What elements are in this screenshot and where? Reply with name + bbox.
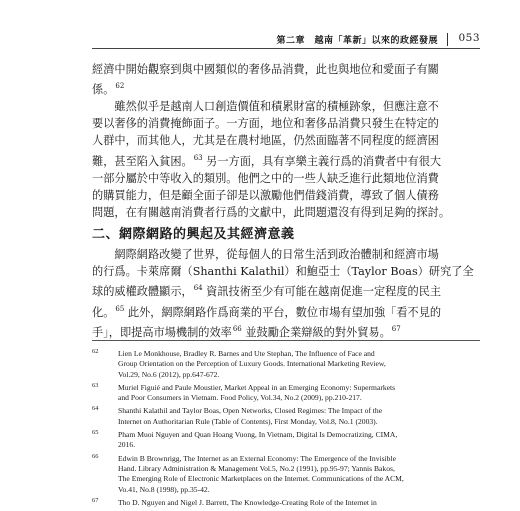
footnote-line: Internet on Authoritarian Rule (Table of Contents), First Monday, Vol.8, No.1 (2003). xyxy=(118,416,378,426)
running-header xyxy=(60,33,500,47)
text-line: 網際網路改變了世界，從每個人的日常生活到政治體制和經濟市場 xyxy=(92,248,439,261)
text-line: 的行爲。卡萊席爾（Shanthi Kalathil）和鮑亞士（Taylor Boas）研究了全 xyxy=(92,265,474,279)
footnote-line: 2016. xyxy=(118,440,136,450)
text-line: 經濟中開始觀察到與中國類似的奢侈品消費，此也與地位和愛面子有關 xyxy=(92,63,439,76)
text-line: 一部分屬於中等收入的類別。他們之中的一些人缺乏進行此類地位消費 xyxy=(92,171,439,185)
text-line: 的購買能力，但是顧全面子卻是以激勵他們借錢消費，導致了個人債務 xyxy=(92,189,439,203)
section-heading: 二、網際網路的興起及其經濟意義 xyxy=(92,227,295,242)
footnote-ref[interactable]: 65 xyxy=(115,304,125,313)
footnote-line: Vol.29, No.6 (2012), pp.647-672. xyxy=(118,369,220,379)
footnotes xyxy=(92,349,482,511)
header-divider xyxy=(447,33,448,46)
footnote xyxy=(92,498,482,508)
footnote-line: Group Orientation on the Perception of Luxury Goods. International Marketing Review, xyxy=(118,359,386,369)
paragraph-1 xyxy=(92,61,482,98)
footnote-line: and Poor Consumers in Vietnam. Food Policy, Vol.34, No.2 (2009), pp.210-217. xyxy=(118,393,362,403)
text-line: 問題，在有關越南消費者行爲的文獻中，此問題還沒有得到足夠的探討。 xyxy=(92,206,451,220)
footnote-number: 62 xyxy=(92,348,99,355)
footnote xyxy=(92,383,482,404)
footnote-ref[interactable]: 67 xyxy=(391,324,401,333)
footnote-number: 65 xyxy=(92,429,99,437)
footnote-number: 66 xyxy=(92,452,99,460)
chapter-title: 第二章 越南「革新」以來的政經發展 xyxy=(276,36,438,46)
footnote xyxy=(92,430,482,451)
footnote-ref[interactable]: 66 xyxy=(232,324,242,333)
footnote-line: The Emerging Role of Electronic Marketplaces on the Internet. Communications of the ACM, xyxy=(118,474,404,484)
footnote-line: Lien Le Monkhouse, Bradley R. Barnes and Ute Stephan, The Influence of Face and xyxy=(118,349,375,358)
paragraph-2 xyxy=(92,98,482,221)
footnote-number: 64 xyxy=(92,405,99,413)
text-line: 要以奢侈的消費掩飾面子。一方面，地位和奢侈品消費只發生在特定的 xyxy=(92,117,439,131)
footnote-line: Tho D. Nguyen and Nigel J. Barrett, The Knowledge-Creating Role of the Internet in xyxy=(118,497,377,507)
text-line: 化。$^{65}$ 此外，網際網路作爲商業的平台，數位市場有望加強「看不見的 xyxy=(92,304,442,319)
text-line: 人群中，而其他人，尤其是在農村地區，仍然面臨著不同程度的經濟困 xyxy=(92,134,439,148)
footnote xyxy=(92,349,482,380)
footnote-ref[interactable]: 62 xyxy=(115,82,125,91)
text-line: 手」，即提高市場機制的效率$^{66}$ 並鼓勵企業辯級的對外貿易。$^{67}$ xyxy=(92,324,401,339)
footnote-number: 63 xyxy=(92,381,99,389)
footnote-line: Vo.41, No.8 (1998), pp.35-42. xyxy=(118,484,210,494)
text-line: 係。$^{62}$ xyxy=(92,82,125,97)
text-line: 雖然似乎是越南人口創造價值和積累財富的積極跡象，但應注意不 xyxy=(92,100,439,113)
footnote-line: Muriel Figuié and Paule Moustier, Market Appeal in an Emerging Economy: Supermarkets xyxy=(118,382,396,392)
footnote-ref[interactable]: 64 xyxy=(193,284,203,293)
text-line: 難，甚至陷入貧困。$^{63}$ 另一方面，具有享樂主義行爲的消費者中有很大 xyxy=(92,153,442,168)
footnote-line: Pham Muoi Nguyen and Quan Hoang Vuong, In Vietnam, Digital Is Democratizing, CIMA, xyxy=(118,430,398,440)
footnote-line: Shanthi Kalathil and Taylor Boas, Open Networks, Closed Regimes: The Impact of the xyxy=(118,406,383,416)
footnote-number: 67 xyxy=(92,496,99,504)
paragraph-3 xyxy=(92,246,482,341)
page-number: 053 xyxy=(458,32,480,44)
footnote-line: Edwin B Brownrigg, The Internet as an External Economy: The Emergence of the Invisible xyxy=(118,453,396,463)
footnote-rule xyxy=(92,340,480,341)
text-line: 球的威權政體顯示，$^{64}$ 資訊技術至少有可能在越南促進一定程度的民主 xyxy=(92,284,442,299)
footnote xyxy=(92,454,482,495)
footnote-ref[interactable]: 63 xyxy=(193,153,203,162)
footnote-line: Hand. Library Administration & Management Vol.5, No.2 (1991), pp.95-97; Yannis Bakos, xyxy=(118,463,395,473)
header-rule xyxy=(92,48,480,49)
footnote xyxy=(92,406,482,427)
